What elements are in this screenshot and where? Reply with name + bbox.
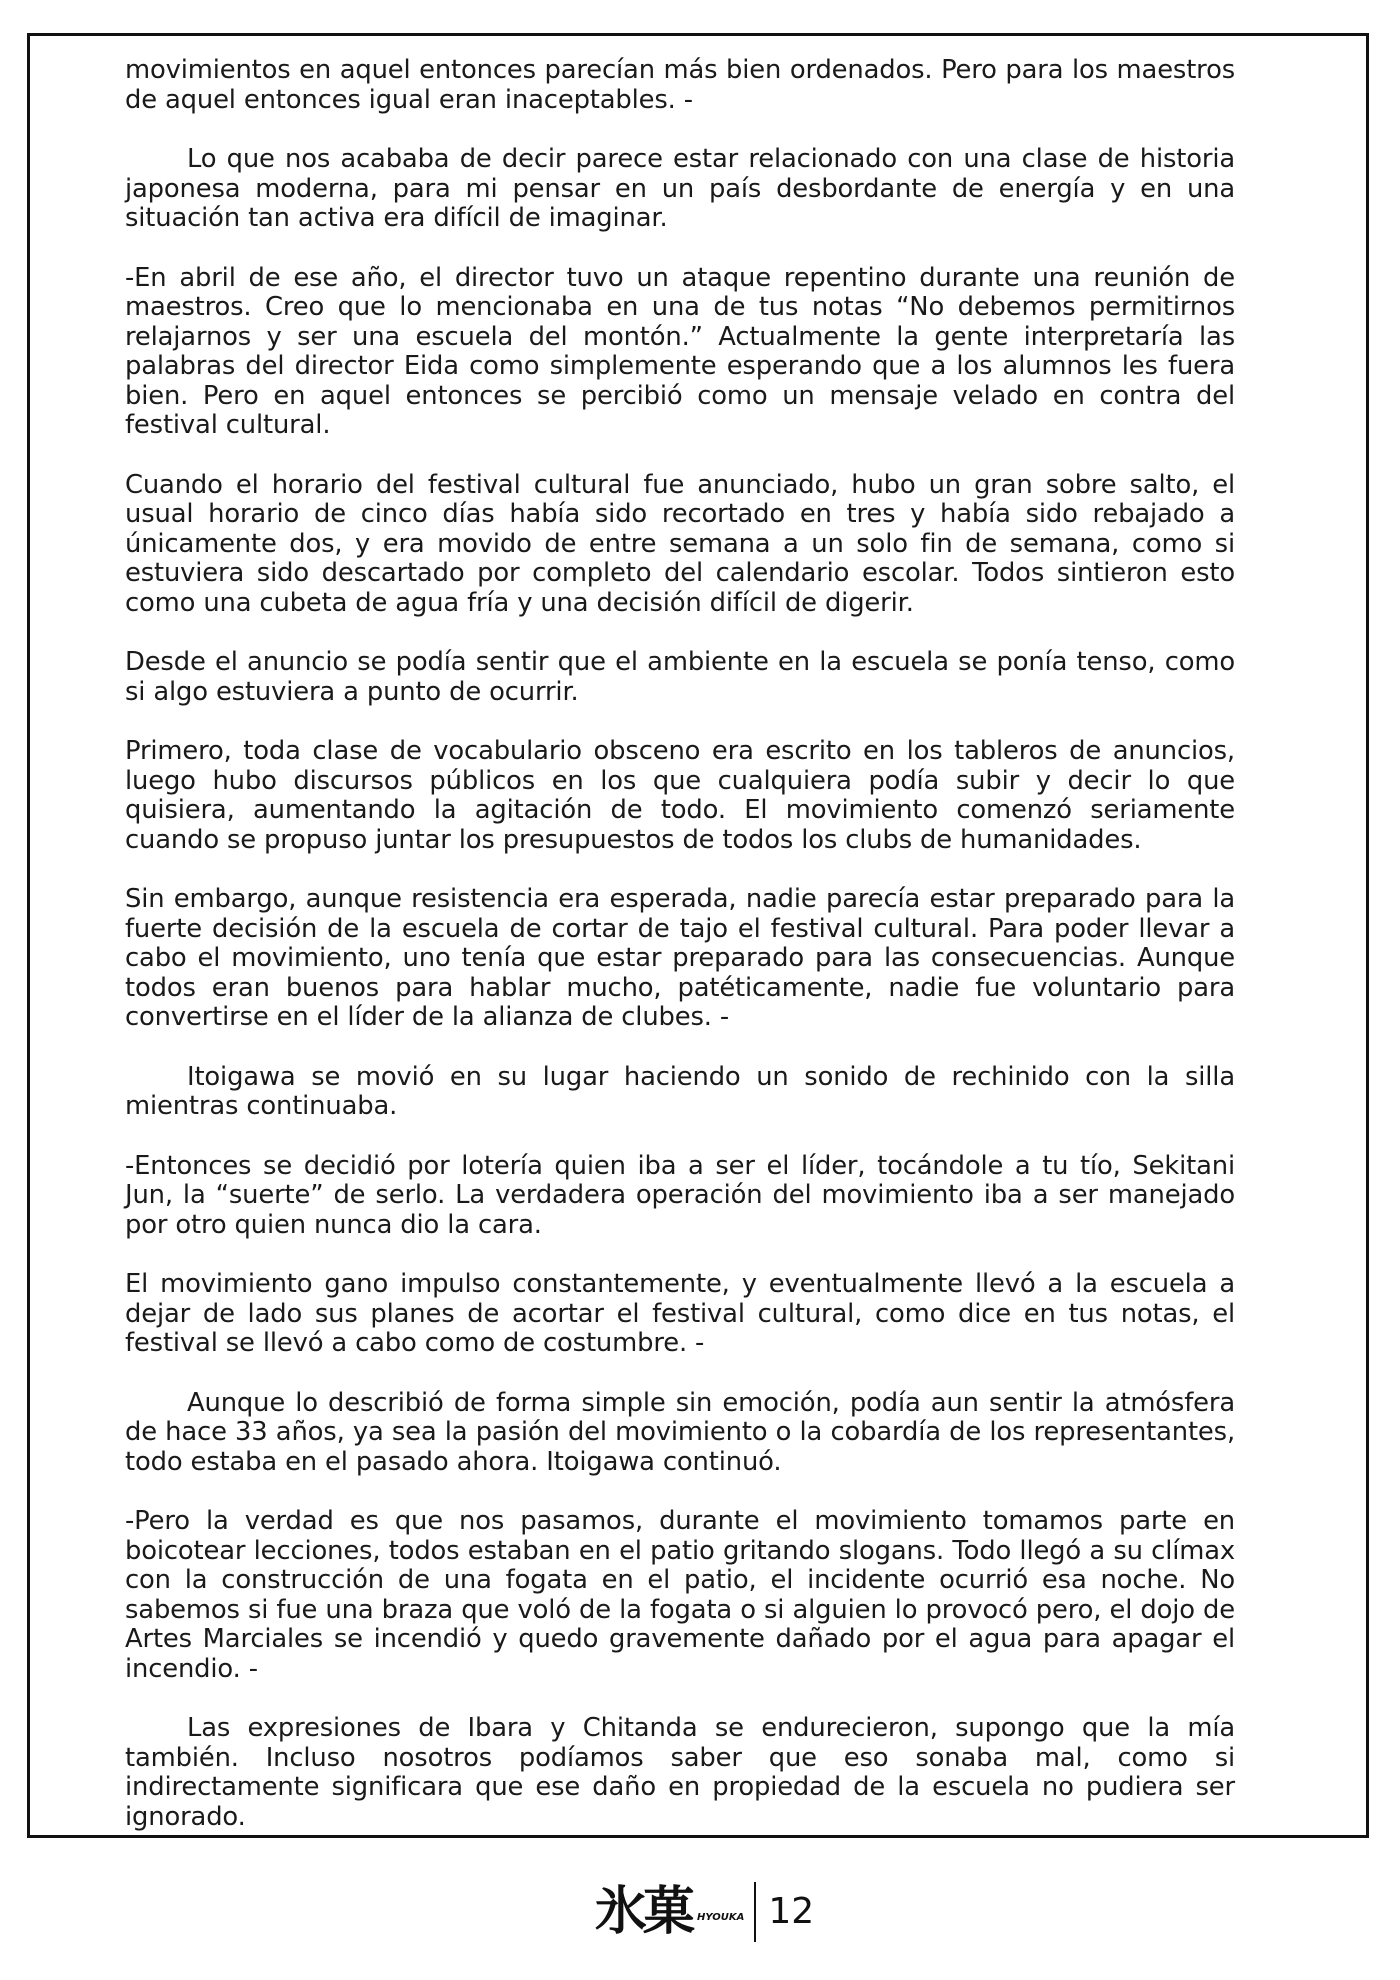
paragraph: -En abril de ese año, el director tuvo un ataque repentino durante una reunión de maestros. Creo que lo mencionaba en una de tus notas “No debemos permitirnos relajarnos y ser una escuela del montón.” Actualmente la gente interpretaría las palabras del director Eida como simplemente esperando que a los alumnos les fuera bien. Pero en aquel entonces se percibió como un mensaje velado en contra del festival cultural. [125,262,1235,440]
paragraph: Primero, toda clase de vocabulario obsceno era escrito en los tableros de anuncios, luego hubo discursos públicos en los que cualquiera podía subir y decir lo que quisiera, aumentando la agitación de todo. El movimiento comenzó seriamente cuando se propuso juntar los presupuestos de todos los clubs de humanidades. [125,736,1235,855]
hyouka-logo [595,1881,745,1942]
logo-subtitle: HYOUKA [697,1911,745,1923]
body-text [125,56,1235,1862]
footer-divider [754,1882,756,1942]
paragraph: Aunque lo describió de forma simple sin emoción, podía aun sentir la atmósfera de hace 33 años, ya sea la pasión del movimiento o la cobardía de los representantes, todo estaba en el pasado ahora. Itoigawa continuó. [125,1387,1235,1477]
paragraph: El movimiento gano impulso constantemente, y eventualmente llevó a la escuela a dejar de lado sus planes de acortar el festival cultural, como dice en tus notas, el festival se llevó a cabo como de costumbre. - [125,1269,1235,1358]
paragraph: Sin embargo, aunque resistencia era esperada, nadie parecía estar preparado para la fuerte decisión de la escuela de cortar de tajo el festival cultural. Para poder llevar a cabo el movimiento, uno tenía que estar preparado para las consecuencias. Aunque todos eran buenos para hablar mucho, patéticamente, nadie fue voluntario para convertirse en el líder de la alianza de clubes. - [125,884,1235,1032]
paragraph: Itoigawa se movió en su lugar haciendo un sonido de rechinido con la silla mientras continuaba. [125,1061,1235,1121]
paragraph: Desde el anuncio se podía sentir que el ambiente en la escuela se ponía tenso, como si algo estuviera a punto de ocurrir. [125,647,1235,707]
paragraph: -Entonces se decidió por lotería quien iba a ser el líder, tocándole a tu tío, Sekitani Jun, la “suerte” de serlo. La verdadera operación del movimiento iba a ser manejado por otro quien nunca dio la cara. [125,1150,1235,1240]
paragraph: movimientos en aquel entonces parecían más bien ordenados. Pero para los maestros de aquel entonces igual eran inaceptables. - [125,55,1235,115]
paragraph: Cuando el horario del festival cultural fue anunciado, hubo un gran sobre salto, el usual horario de cinco días había sido recortado en tres y había sido rebajado a únicamente dos, y era movido de entre semana a un solo fin de semana, como si estuviera sido descartado por completo del calendario escolar. Todos sintieron esto como una cubeta de agua fría y una decisión difícil de digerir. [125,469,1235,618]
page-footer [595,1880,814,1944]
page-number: 12 [768,1891,815,1932]
logo-kanji: 氷菓 [595,1881,692,1942]
paragraph: Lo que nos acababa de decir parece estar relacionado con una clase de historia japonesa moderna, para mi pensar en un país desbordante de energía y en una situación tan activa era difícil de imaginar. [125,144,1235,233]
paragraph: Las expresiones de Ibara y Chitanda se endurecieron, supongo que la mía también. Incluso nosotros podíamos saber que eso sonaba mal, como si indirectamente significara que ese daño en propiedad de la escuela no pudiera ser ignorado. [125,1713,1235,1832]
paragraph: -Pero la verdad es que nos pasamos, durante el movimiento tomamos parte en boicotear lecciones, todos estaban en el patio gritando slogans. Todo llegó a su clímax con la construcción de una fogata en el patio, el incidente ocurrió esa noche. No sabemos si fue una braza que voló de la fogata o si alguien lo provocó pero, el dojo de Artes Marciales se incendió y quedo gravemente dañado por el agua para apagar el incendio. - [125,1506,1235,1684]
